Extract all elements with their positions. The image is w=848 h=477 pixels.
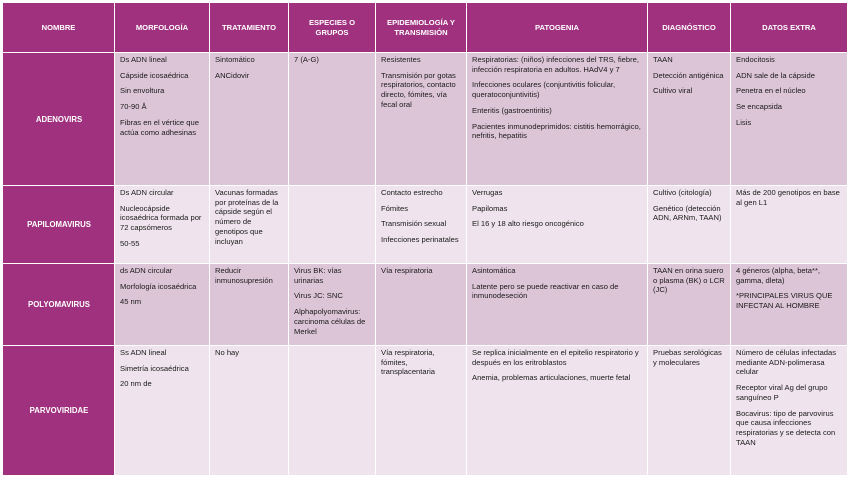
cell-item: Transmisión sexual: [381, 219, 447, 229]
cell-diagnostico: [648, 186, 731, 264]
cell-tratamiento: [210, 346, 289, 476]
cell-item: Detección antigénica: [653, 70, 724, 80]
cell-item: Receptor viral Ag del grupo sanguíneo P: [736, 383, 828, 402]
cell-epidemiologia: [376, 264, 467, 346]
cell-item: Transmisión por gotas respiratorios, contacto directo, fómites, vía fecal oral: [381, 70, 456, 109]
header-tratamiento: TRATAMIENTO: [210, 3, 289, 53]
header-diagnostico: DIAGNÓSTICO: [648, 3, 731, 53]
table-row: [3, 53, 848, 186]
cell-item: Vía respiratoria: [381, 266, 433, 275]
header-patogenia: PATOGENIA: [467, 3, 648, 53]
cell-item: Simetría icosaédrica: [120, 363, 189, 373]
table-row: [3, 264, 848, 346]
cell-item: Resistentes: [381, 55, 421, 64]
cell-item: Fómites: [381, 203, 409, 213]
cell-item: 45 nm: [120, 297, 142, 307]
cell-item: Contacto estrecho: [381, 188, 443, 197]
cell-item: TAAN: [653, 55, 673, 64]
cell-diagnostico: [648, 264, 731, 346]
cell-epidemiologia: [376, 53, 467, 186]
cell-epidemiologia: [376, 186, 467, 264]
cell-diagnostico: [648, 53, 731, 186]
cell-item: Se encapsida: [736, 102, 783, 112]
cell-item: 70-90 Å: [120, 102, 147, 112]
cell-item: Nucleocápside icosaédrica formada por 72 capsómeros: [120, 203, 202, 233]
cell-item: 20 nm de: [120, 379, 152, 389]
cell-item: Penetra en el núcleo: [736, 86, 806, 96]
cell-item: Verrugas: [472, 188, 503, 197]
cell-item: 4 géneros (alpha, beta**, gamma, dleta): [736, 266, 821, 285]
cell-tratamiento: [210, 186, 289, 264]
virus-table: [2, 2, 848, 476]
cell-item: Cultivo (citología): [653, 188, 712, 197]
cell-item: Más de 200 genotipos en base al gen L1: [736, 188, 840, 207]
cell-morfologia: [115, 53, 210, 186]
header-epidemiologia: EPIDEMIOLOGÍA Y TRANSMISIÓN: [376, 3, 467, 53]
table-row: [3, 186, 848, 264]
virus-name: POLYOMAVIRUS: [3, 264, 115, 346]
cell-morfologia: [115, 264, 210, 346]
cell-patogenia: [467, 186, 648, 264]
cell-item: ANCidovir: [215, 70, 250, 80]
cell-item: Fibras en el vértice que actúa como adhesinas: [120, 117, 199, 137]
cell-item: Reducir inmunosupresión: [215, 266, 273, 285]
cell-tratamiento: [210, 53, 289, 186]
cell-morfologia: [115, 186, 210, 264]
cell-item: Vacunas formadas por proteínas de la cápside según el número de genotipos que incluyan: [215, 188, 279, 246]
cell-diagnostico: [648, 346, 731, 476]
cell-datos-extra: [731, 53, 848, 186]
cell-epidemiologia: [376, 346, 467, 476]
cell-item: No hay: [215, 348, 240, 357]
cell-item: Número de células infectadas mediante ADN-polimerasa celular: [736, 348, 837, 377]
cell-item: Pacientes inmunodeprimidos: cistitis hemorrágico, nefritis, hepatitis: [472, 121, 641, 141]
cell-item: Sintomático: [215, 55, 255, 64]
cell-item: Genético (detección ADN, ARNm, TAAN): [653, 203, 722, 223]
virus-name: PARVOVIRIDAE: [3, 346, 115, 476]
virus-name: PAPILOMAVIRUS: [3, 186, 115, 264]
cell-item: *PRINCIPALES VIRUS QUE INFECTAN AL HOMBRE: [736, 291, 833, 311]
cell-item: Latente pero se puede reactivar en caso de inmunodeseción: [472, 281, 619, 301]
cell-item: Alphapolyomavirus: carcinoma células de Merkel: [294, 307, 366, 336]
cell-item: Virus BK: vías urinarias: [294, 266, 342, 285]
cell-item: Infecciones perinatales: [381, 235, 459, 245]
cell-item: Ds ADN lineal: [120, 55, 167, 64]
cell-item: TAAN en orina suero o plasma (BK) o LCR (JC): [653, 266, 725, 295]
cell-item: ADN sale de la cápside: [736, 70, 815, 80]
header-nombre: NOMBRE: [3, 3, 115, 53]
cell-patogenia: [467, 264, 648, 346]
cell-item: El 16 y 18 alto riesgo oncogénico: [472, 219, 584, 229]
cell-item: Respiratorias: (niños) infecciones del TRS, fiebre, infección respiratoria en adultos. HAdV4 y 7: [472, 55, 639, 74]
table-body: [3, 53, 848, 476]
cell-datos-extra: [731, 186, 848, 264]
cell-patogenia: [467, 346, 648, 476]
cell-item: 50-55: [120, 238, 140, 248]
cell-item: Cultivo viral: [653, 86, 693, 96]
cell-item: Ss ADN lineal: [120, 348, 167, 357]
header-especies: ESPECIES O GRUPOS: [289, 3, 376, 53]
header-row: [3, 3, 848, 53]
virus-name: ADENOVIRS: [3, 53, 115, 186]
cell-item: 7 (A-G): [294, 55, 319, 64]
cell-especies: [289, 346, 376, 476]
cell-especies: [289, 186, 376, 264]
cell-item: Endocitosis: [736, 55, 775, 64]
cell-morfologia: [115, 346, 210, 476]
cell-item: Asintomática: [472, 266, 516, 275]
cell-datos-extra: [731, 264, 848, 346]
cell-item: ds ADN circular: [120, 266, 173, 275]
cell-item: Bocavirus: tipo de parvovirus que causa infecciones respiratorias y se detecta con TAAN: [736, 408, 836, 447]
table-row: [3, 346, 848, 476]
cell-tratamiento: [210, 264, 289, 346]
cell-item: Ds ADN circular: [120, 188, 174, 197]
cell-item: Papilomas: [472, 203, 508, 213]
cell-item: Anemia, problemas articulaciones, muerte fetal: [472, 373, 631, 383]
cell-item: Virus JC: SNC: [294, 291, 343, 301]
cell-item: Enteritis (gastroentiritis): [472, 105, 552, 115]
cell-item: Morfología icosaédrica: [120, 281, 197, 291]
cell-datos-extra: [731, 346, 848, 476]
cell-item: Sin envoltura: [120, 86, 165, 96]
cell-item: Cápside icosaédrica: [120, 70, 189, 80]
header-morfologia: MORFOLOGÍA: [115, 3, 210, 53]
cell-especies: [289, 264, 376, 346]
cell-item: Vía respiratoria, fómites, transplacentaria: [381, 348, 436, 377]
cell-item: Lisis: [736, 117, 752, 127]
header-datos-extra: DATOS EXTRA: [731, 3, 848, 53]
cell-item: Pruebas serológicas y moleculares: [653, 348, 722, 367]
cell-patogenia: [467, 53, 648, 186]
cell-item: Infecciones oculares (conjuntivitis folicular, queratoconjuntivitis): [472, 80, 616, 100]
cell-especies: [289, 53, 376, 186]
cell-item: Se replica inicialmente en el epitelio respiratorio y después en los eritroblastos: [472, 348, 639, 367]
